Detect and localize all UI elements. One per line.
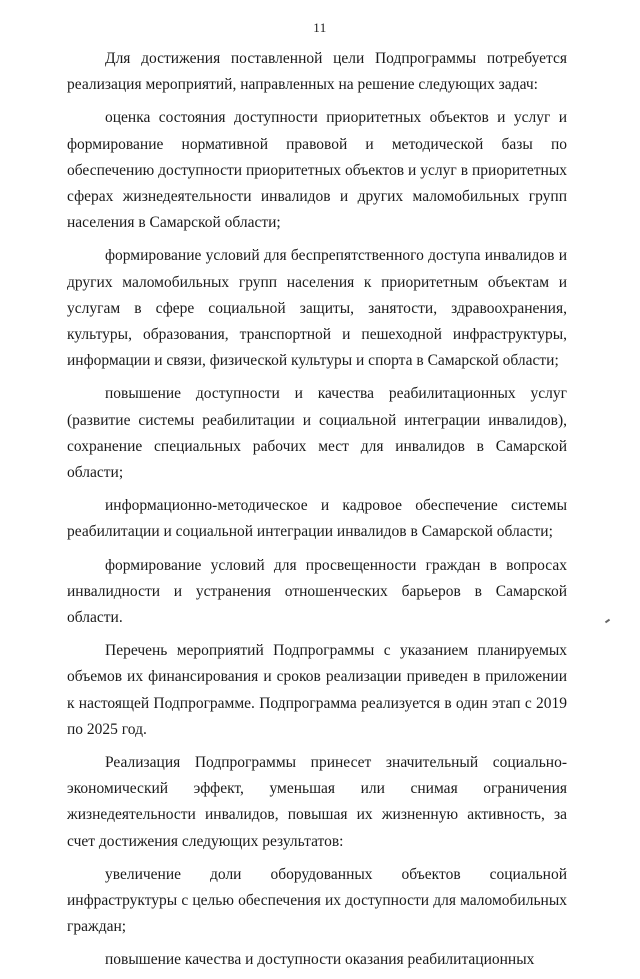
paragraph-activities-list: Перечень мероприятий Подпрограммы с указанием планируемых объемов их финансирования и сроков реализации приведен в приложении к настоящей Подпрограмме. Подпрограмма реализуется в один этап с 2019 по 2025 год. [67,642,567,738]
document-body [67,46,567,979]
paragraph-task-access-conditions: формирование условий для беспрепятственного доступа инвалидов и других маломобильных групп населения к приоритетным объектам и услугам в сфере социальной защиты, занятости, здравоохранения, культуры, образования, транспортной и пешеходной инфраструктуры, информации и связи, физической культуры и спорта в Самарской области; [67,247,567,370]
paragraph-task-assessment: оценка состояния доступности приоритетных объектов и услуг и формирование нормативной правовой и методической базы по обеспечению доступности приоритетных объектов и услуг в приоритетных сферах жизнедеятельности инвалидов и других маломобильных групп населения в Самарской области; [67,109,567,232]
paragraph-result-infrastructure: увеличение доли оборудованных объектов социальной инфраструктуры с целью обеспечения их доступности для маломобильных граждан; [67,865,567,936]
paragraph-intro: Для достижения поставленной цели Подпрограммы потребуется реализация мероприятий, направленных на решение следующих задач: [67,50,567,94]
scan-artifact-mark [605,619,610,624]
paragraph-task-methodical-support: информационно-методическое и кадровое обеспечение системы реабилитации и социальной интеграции инвалидов в Самарской области; [67,497,567,541]
paragraph-implementation-effect: Реализация Подпрограммы принесет значительный социально-экономический эффект, уменьшая или снимая ограничения жизнедеятельности инвалидов, повышая их жизненную активность, за счет достижения следующих результатов: [67,754,567,850]
paragraph-task-awareness: формирование условий для просвещенности граждан в вопросах инвалидности и устранения отношенческих барьеров в Самарской области. [67,556,567,627]
paragraph-result-rehabilitation: повышение качества и доступности оказания реабилитационных [105,950,535,968]
paragraph-task-rehabilitation: повышение доступности и качества реабилитационных услуг (развитие системы реабилитации и социальной интеграции инвалидов), сохранение специальных рабочих мест для инвалидов в Самарской области; [67,385,567,482]
page-number: 11 [313,20,327,35]
